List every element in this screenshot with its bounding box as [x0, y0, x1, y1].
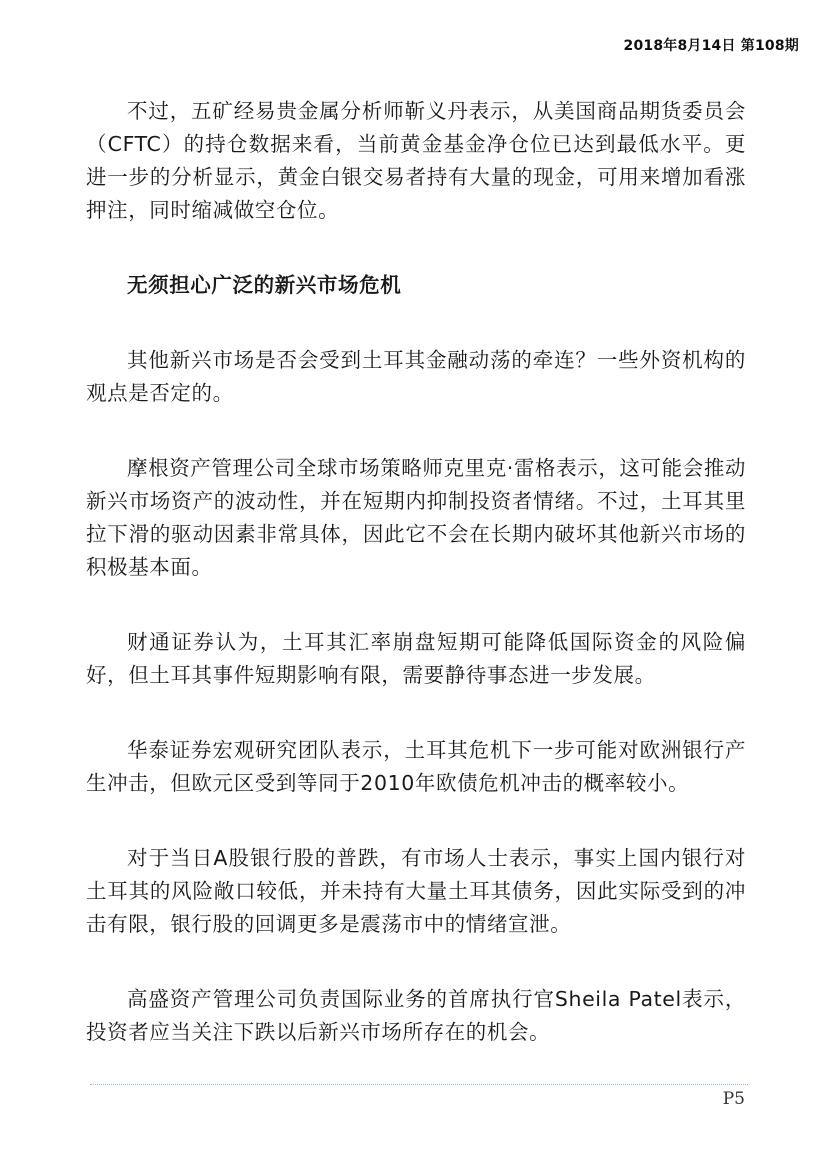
issue-date-header: 2018年8月14日 第108期	[623, 38, 799, 54]
paragraph-goldman: 高盛资产管理公司负责国际业务的首席执行官Sheila Patel表示，投资者应当关注下跌以后新兴市场所存在的机会。	[86, 987, 746, 1044]
paragraph-emerging-markets: 其他新兴市场是否会受到土耳其金融动荡的牵连？一些外资机构的观点是否定的。	[86, 348, 746, 405]
paragraph-caitong: 财通证券认为，土耳其汇率崩盘短期可能降低国际资金的风险偏好，但土耳其事件短期影响有限，需要静待事态进一步发展。	[86, 630, 746, 687]
article-body	[86, 95, 746, 1091]
section-heading: 无须担心广泛的新兴市场危机	[127, 273, 402, 297]
paragraph-bank-stocks: 对于当日A股银行股的普跌，有市场人士表示，事实上国内银行对土耳其的风险敞口较低，并未持有大量土耳其债务，因此实际受到的冲击有限，银行股的回调更多是震荡市中的情绪宣泄。	[86, 846, 746, 936]
paragraph-gold-positions: 不过，五矿经易贵金属分析师靳义丹表示，从美国商品期货委员会（CFTC）的持仓数据来看，当前黄金基金净仓位已达到最低水平。更进一步的分析显示，黄金白银交易者持有大量的现金，可用来增加看涨押注，同时缩减做空仓位。	[86, 99, 746, 222]
paragraph-jpmorgan: 摩根资产管理公司全球市场策略师克里克·雷格表示，这可能会推动新兴市场资产的波动性，并在短期内抑制投资者情绪。不过，土耳其里拉下滑的驱动因素非常具体，因此它不会在长期内破坏其他新兴市场的积极基本面。	[86, 456, 747, 579]
paragraph-huatai: 华泰证券宏观研究团队表示，土耳其危机下一步可能对欧洲银行产生冲击，但欧元区受到等同于2010年欧债危机冲击的概率较小。	[86, 738, 746, 795]
page-number: P5	[722, 1089, 745, 1109]
footer-divider	[90, 1084, 748, 1085]
